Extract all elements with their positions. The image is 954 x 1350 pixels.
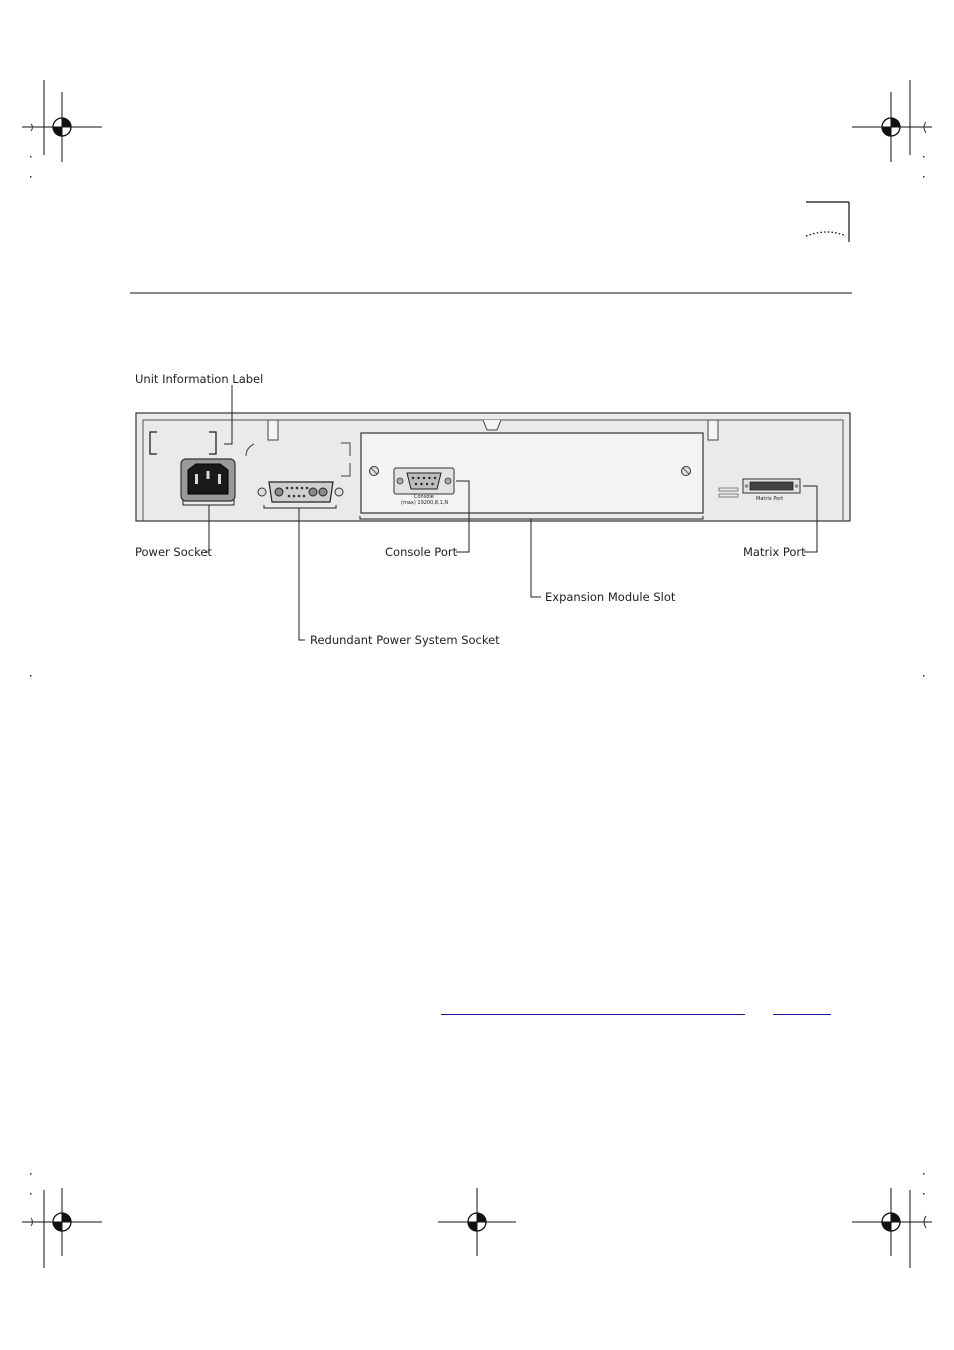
- power-socket-callout: Power Socket: [135, 545, 212, 559]
- unit-information-label-callout: Unit Information Label: [135, 372, 264, 386]
- matrix-port-callout: Matrix Port: [743, 545, 806, 559]
- rps-socket-leader: [299, 508, 305, 640]
- console-panel-caption: Console: [414, 494, 434, 500]
- power-socket-icon: [181, 459, 235, 505]
- expansion-module-slot-callout: Expansion Module Slot: [545, 590, 676, 604]
- rps-socket-callout: Redundant Power System Socket: [310, 633, 500, 647]
- console-port-callout: Console Port: [385, 545, 458, 559]
- matrix-panel-caption: Matrix Port: [756, 496, 784, 502]
- page-reference-link[interactable]: [773, 1014, 831, 1015]
- expansion-slot-leader: [531, 519, 541, 597]
- cross-reference-link[interactable]: [441, 1014, 745, 1015]
- console-port-icon: [394, 468, 454, 494]
- console-panel-settings: (max) 19200,8,1,N: [401, 500, 449, 506]
